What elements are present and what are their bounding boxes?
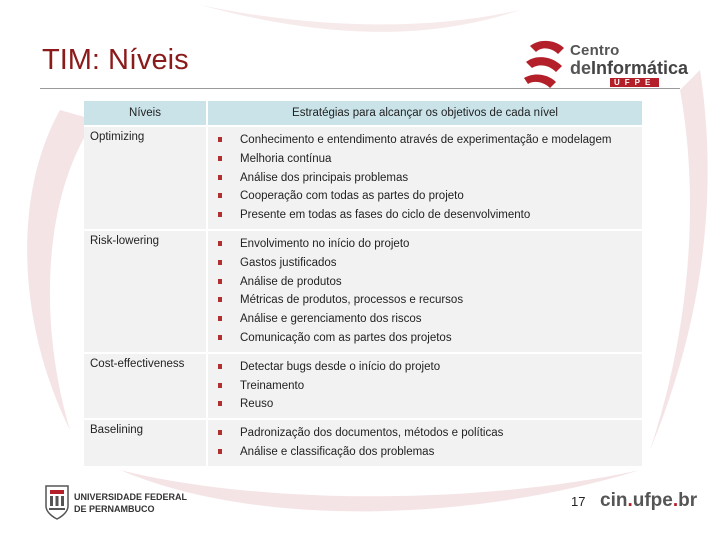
- strategy-text: Análise dos principais problemas: [240, 171, 409, 184]
- strategy-text: Cooperação com todas as partes do projeto: [240, 190, 464, 203]
- strategy-text: Treinamento: [240, 379, 305, 392]
- page-number: 17: [571, 494, 586, 509]
- ufpe-crest-icon: [44, 484, 70, 520]
- list-item: [218, 169, 634, 188]
- strategy-text: Presente em todas as fases do ciclo de desenvolvimento: [240, 209, 531, 222]
- bullet-icon: [218, 401, 222, 406]
- strategy-list-cell: [208, 231, 642, 354]
- strategy-list: [218, 424, 634, 462]
- cin-logo-icon: [522, 36, 568, 92]
- strategy-text: Comunicação com as partes dos projetos: [240, 331, 452, 344]
- bullet-icon: [218, 449, 222, 454]
- logo-prefix-de: de: [570, 58, 592, 78]
- strategy-list: [218, 358, 634, 414]
- bullet-icon: [218, 335, 222, 340]
- level-name: Optimizing: [84, 127, 208, 231]
- bullet-icon: [218, 260, 222, 265]
- logo-word-informatica: Informática: [591, 58, 689, 78]
- logo-line-informatica: [570, 58, 688, 79]
- bullet-icon: [218, 241, 222, 246]
- site-domain: ufpe: [632, 490, 673, 511]
- bullet-icon: [218, 137, 222, 142]
- bullet-icon: [218, 156, 222, 161]
- bullet-icon: [218, 193, 222, 198]
- list-item: [218, 187, 634, 206]
- strategy-list-cell: [208, 127, 642, 231]
- strategy-list-cell: [208, 354, 642, 420]
- list-item: [218, 150, 634, 169]
- level-name: Cost-effectiveness: [84, 354, 208, 420]
- list-item: [218, 329, 634, 348]
- list-item: [218, 131, 634, 150]
- list-item: [218, 273, 634, 292]
- strategy-text: Reuso: [240, 398, 274, 411]
- site-host: cin: [600, 490, 628, 511]
- table-row: [84, 231, 642, 354]
- bullet-icon: [218, 430, 222, 435]
- strategy-text: Análise de produtos: [240, 275, 342, 288]
- table-row: [84, 354, 642, 420]
- levels-table: [84, 101, 642, 468]
- bullet-icon: [218, 175, 222, 180]
- list-item: [218, 443, 634, 462]
- table-row: [84, 127, 642, 231]
- logo-line-ufpe: UFPE: [610, 78, 659, 87]
- dot-separator: .: [672, 490, 679, 511]
- strategy-text: Conhecimento e entendimento através de experimentação e modelagem: [240, 134, 612, 146]
- list-item: [218, 377, 634, 396]
- list-item: [218, 424, 634, 443]
- bullet-icon: [218, 364, 222, 369]
- table-row: [84, 420, 642, 468]
- list-item: [218, 310, 634, 329]
- slide-title: TIM: Níveis: [42, 44, 189, 76]
- table-header-row: [84, 101, 642, 127]
- dot-separator: .: [627, 490, 633, 511]
- strategy-text: Melhoria contínua: [240, 152, 332, 165]
- strategy-text: Análise e gerenciamento dos riscos: [240, 313, 422, 326]
- header-estrategias: Estratégias para alcançar os objetivos de cada nível: [208, 101, 642, 127]
- ufpe-line-2: DE PERNAMBUCO: [74, 504, 155, 514]
- list-item: [218, 395, 634, 414]
- bullet-icon: [218, 383, 222, 388]
- strategy-text: Análise e classificação dos problemas: [240, 445, 435, 458]
- level-name: Baselining: [84, 420, 208, 468]
- list-item: [218, 235, 634, 254]
- bullet-icon: [218, 279, 222, 284]
- logo-line-centro: Centro: [570, 42, 620, 59]
- list-item: [218, 254, 634, 273]
- ufpe-logo: [44, 484, 188, 522]
- strategy-list: [218, 235, 634, 348]
- bullet-icon: [218, 297, 222, 302]
- header-niveis: Níveis: [84, 101, 208, 127]
- strategy-list: [218, 131, 634, 225]
- strategy-text: Gastos justificados: [240, 256, 337, 269]
- bullet-icon: [218, 316, 222, 321]
- centro-informatica-logo: [522, 36, 689, 92]
- strategy-text: Envolvimento no início do projeto: [240, 237, 410, 250]
- strategy-text: Métricas de produtos, processos e recursos: [240, 294, 464, 307]
- site-url: [600, 490, 697, 512]
- site-tld: br: [678, 490, 698, 511]
- strategy-text: Detectar bugs desde o início do projeto: [240, 360, 441, 373]
- list-item: [218, 206, 634, 225]
- bullet-icon: [218, 212, 222, 217]
- level-name: Risk-lowering: [84, 231, 208, 354]
- strategy-text: Padronização dos documentos, métodos e políticas: [240, 427, 504, 440]
- strategy-list-cell: [208, 420, 642, 468]
- list-item: [218, 358, 634, 377]
- list-item: [218, 291, 634, 310]
- ufpe-line-1: UNIVERSIDADE FEDERAL: [74, 492, 188, 502]
